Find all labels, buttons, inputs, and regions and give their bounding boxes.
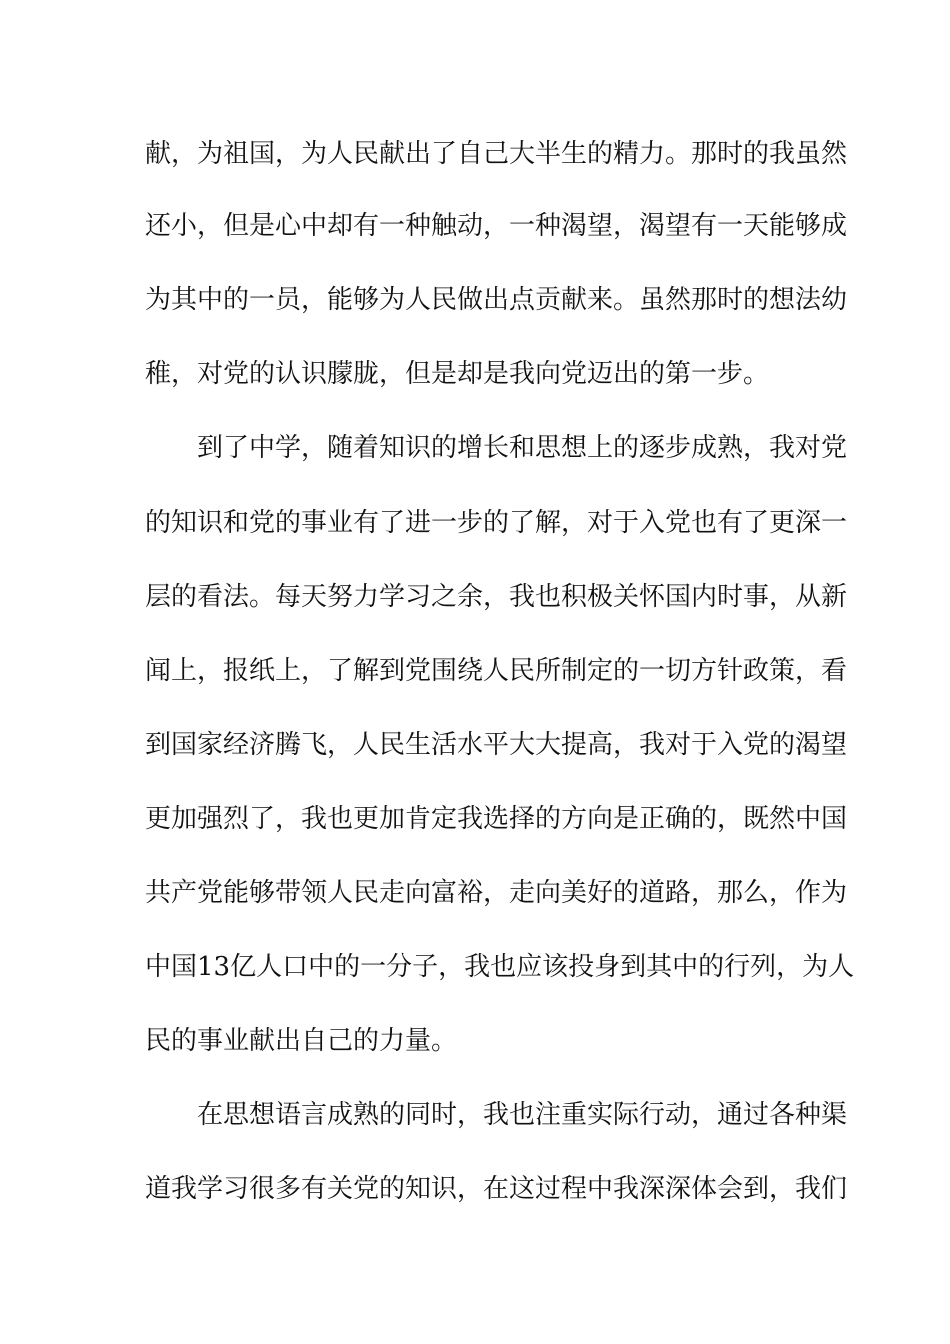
text-line: 中国13亿人口中的一分子，我也应该投身到其中的行列，为人 xyxy=(145,952,855,982)
text-line: 闻上，报纸上，了解到党围绕人民所制定的一切方针政策，看 xyxy=(145,656,848,686)
text-line: 层的看法。每天努力学习之余，我也积极关怀国内时事，从新 xyxy=(145,582,848,612)
text-line: 献，为祖国，为人民献出了自己大半生的精力。那时的我虽然 xyxy=(145,139,848,169)
text-line: 在思想语言成熟的同时，我也注重实际行动，通过各种渠 xyxy=(145,1100,848,1130)
text-line: 共产党能够带领人民走向富裕，走向美好的道路，那么，作为 xyxy=(145,878,848,908)
text-line: 为其中的一员，能够为人民做出点贡献来。虽然那时的想法幼 xyxy=(145,285,848,315)
text-line: 更加强烈了，我也更加肯定我选择的方向是正确的，既然中国 xyxy=(145,804,848,834)
text-line: 到了中学，随着知识的增长和思想上的逐步成熟，我对党 xyxy=(145,433,848,463)
text-line: 民的事业献出自己的力量。 xyxy=(145,1026,458,1056)
text-line: 还小，但是心中却有一种触动，一种渴望，渴望有一天能够成 xyxy=(145,211,848,241)
text-line: 道我学习很多有关党的知识，在这过程中我深深体会到，我们 xyxy=(145,1174,848,1204)
text-line: 到国家经济腾飞，人民生活水平大大提高，我对于入党的渴望 xyxy=(145,730,848,760)
text-line: 稚，对党的认识朦胧，但是却是我向党迈出的第一步。 xyxy=(145,359,770,389)
text-line: 的知识和党的事业有了进一步的了解，对于入党也有了更深一 xyxy=(145,508,848,538)
